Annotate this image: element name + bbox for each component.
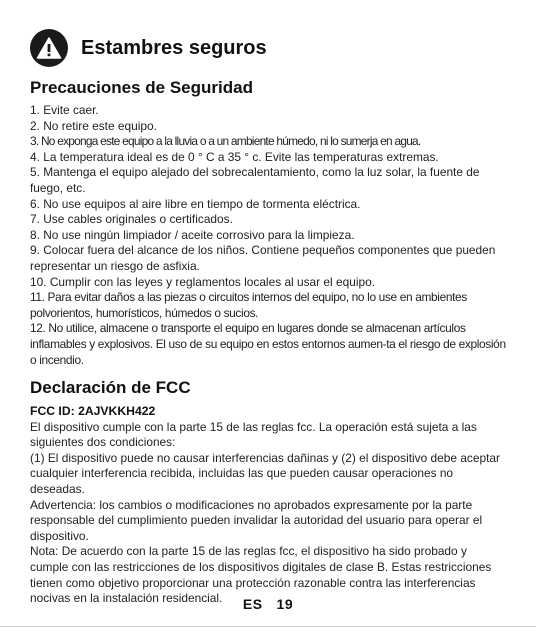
footer-language: ES bbox=[242, 596, 263, 612]
page-number: 19 bbox=[276, 596, 294, 612]
fcc-paragraph: El dispositivo cumple con la parte 15 de las reglas fcc. La operación está sujeta a las siguientes dos condiciones: bbox=[30, 419, 477, 450]
warning-icon bbox=[30, 29, 68, 67]
safety-list bbox=[30, 103, 506, 368]
safety-item: 11. Para evitar daños a las piezas o circuitos internos del equipo, no lo use en ambientes polvorientos, humorísticos, húmedos o sucios. bbox=[30, 290, 467, 320]
page-footer bbox=[0, 596, 536, 612]
safety-item: 8. No use ningún limpiador / aceite corrosivo para la limpieza. bbox=[30, 227, 355, 242]
safety-item: 7. Use cables originales o certificados. bbox=[30, 212, 233, 227]
page-title: Estambres seguros bbox=[81, 36, 267, 59]
fcc-id: FCC ID: 2AJVKKH422 bbox=[30, 404, 156, 419]
title-row bbox=[30, 26, 506, 70]
fcc-paragraph: Advertencia: los cambios o modificaciones no aprobados expresamente por la parte responsable del cumplimiento pueden invalidar la autoridad del usuario para operar el dispositivo. bbox=[30, 497, 483, 543]
safety-item: 10. Cumplir con las leyes y reglamentos locales al usar el equipo. bbox=[30, 274, 376, 289]
safety-item: 12. No utilice, almacene o transporte el equipo en lugares donde se almacenan artículos inflamables y explosivos. El uso de su equipo en estos entornos aumen-ta el riesgo de explosión o incendio. bbox=[30, 321, 506, 367]
fcc-paragraph: Nota: De acuerdo con la parte 15 de las reglas fcc, el dispositivo ha sido probado y cumple con las restricciones de los dispositivos digitales de clase B. Estas restricciones tienen como objetivo proporcionar una protección razonable contra las interferencias nocivas en la instalación residencial. bbox=[30, 544, 492, 606]
manual-page bbox=[30, 26, 506, 607]
fcc-heading: Declaración de FCC bbox=[30, 378, 191, 398]
safety-item: 1. Evite caer. bbox=[30, 103, 99, 117]
safety-item: 3. No exponga este equipo a la lluvia o a un ambiente húmedo, ni lo sumerja en agua. bbox=[30, 134, 421, 149]
safety-item: 2. No retire este equipo. bbox=[30, 118, 157, 133]
safety-item: 4. La temperatura ideal es de 0 ° C a 35 ° c. Evite las temperaturas extremas. bbox=[30, 149, 439, 164]
bottom-divider bbox=[0, 626, 536, 627]
warning-triangle-icon bbox=[36, 36, 62, 60]
safety-item: 6. No use equipos al aire libre en tiempo de tormenta eléctrica. bbox=[30, 196, 361, 211]
fcc-paragraph: (1) El dispositivo puede no causar interferencias dañinas y (2) el dispositivo debe aceptar cualquier interferencia recibida, incluidas las que pueden causar operaciones no deseadas. bbox=[30, 450, 500, 497]
safety-item: 5. Mantenga el equipo alejado del sobrecalentamiento, como la luz solar, la fuente de fuego, etc. bbox=[30, 165, 480, 195]
safety-item: 9. Colocar fuera del alcance de los niños. Contiene pequeños componentes que pueden representar un riesgo de asfixia. bbox=[30, 243, 496, 273]
safety-heading: Precauciones de Seguridad bbox=[30, 78, 253, 97]
